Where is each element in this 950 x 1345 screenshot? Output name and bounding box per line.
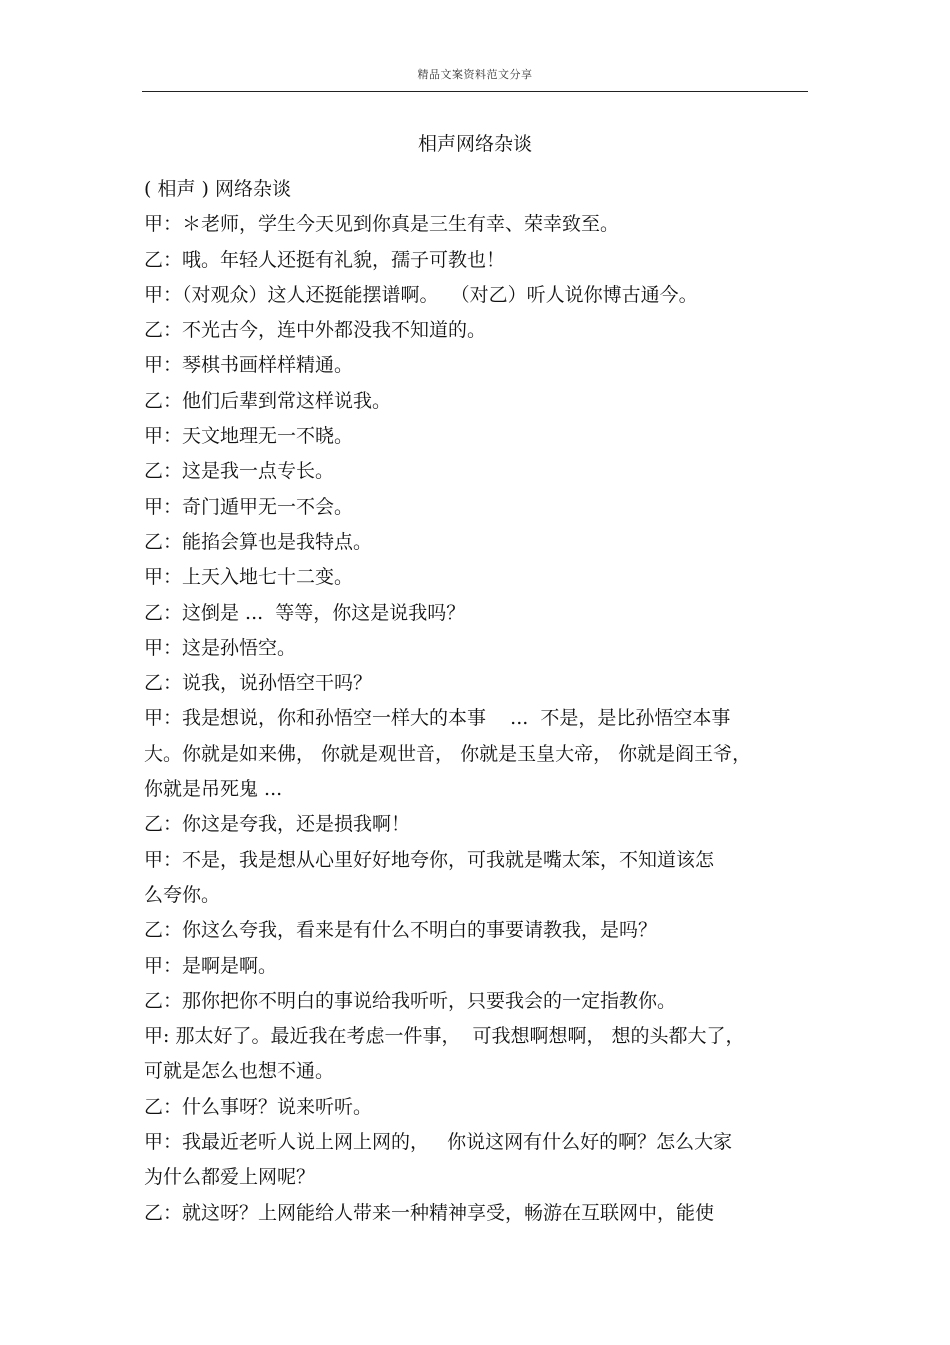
body-line: 乙：那你把你不明白的事说给我听听，只要我会的一定指教你。 bbox=[144, 989, 677, 1012]
body-line: 你就是吊死鬼 ... bbox=[144, 778, 283, 801]
body-line: 乙：说我，说孙悟空干吗？ bbox=[144, 672, 373, 695]
body-line: 乙：这是我一点专长。 bbox=[144, 460, 335, 483]
body-line: 甲：我最近老听人说上网上网的， 你说这网有什么好的啊？怎么大家 bbox=[144, 1131, 733, 1154]
body-line: 甲：这是孙悟空。 bbox=[144, 636, 297, 659]
body-line: 乙：他们后辈到常这样说我。 bbox=[144, 389, 392, 412]
body-line: 甲：＊老师，学生今天见到你真是三生有幸、荣幸致至。 bbox=[144, 213, 620, 236]
body-line: 乙：这倒是 ... 等等，你这是说我吗？ bbox=[144, 601, 466, 624]
running-header: 精品文案资料范文分享 bbox=[417, 68, 533, 81]
body-line: 乙：哦。年轻人还挺有礼貌，孺子可教也！ bbox=[144, 248, 506, 271]
body-line: 甲：我是想说，你和孙悟空一样大的本事 ... 不是，是比孙悟空本事 bbox=[144, 707, 731, 730]
body-line: 甲：琴棋书画样样精通。 bbox=[144, 354, 354, 377]
document-title: 相声网络杂谈 bbox=[417, 133, 532, 155]
body-line: 甲：上天入地七十二变。 bbox=[144, 566, 354, 589]
body-line: 么夸你。 bbox=[144, 883, 221, 906]
body-line: 乙：能掐会算也是我特点。 bbox=[144, 530, 373, 553]
body-line: 甲：是啊是啊。 bbox=[144, 954, 278, 977]
body-line: 乙：就这呀？上网能给人带来一种精神享受，畅游在互联网中，能使 bbox=[144, 1201, 715, 1224]
body-line: 大。你就是如来佛， 你就是观世音， 你就是玉皇大帝， 你就是阎王爷， bbox=[144, 742, 752, 765]
document-body bbox=[144, 172, 804, 1231]
header-divider bbox=[142, 91, 808, 92]
body-line: 甲：天文地理无一不晓。 bbox=[144, 425, 354, 448]
body-line: 可就是怎么也想不通。 bbox=[144, 1060, 335, 1083]
body-line: 乙：你这么夸我，看来是有什么不明白的事要请教我，是吗？ bbox=[144, 919, 658, 942]
body-line: 甲：不是，我是想从心里好好地夸你，可我就是嘴太笨，不知道该怎 bbox=[144, 848, 715, 871]
body-line: 甲：（对观众）这人还挺能摆谱啊。 （对乙）听人说你博古通今。 bbox=[144, 283, 698, 306]
body-line: 甲：奇门遁甲无一不会。 bbox=[144, 495, 354, 518]
body-line: 为什么都爱上网呢？ bbox=[144, 1166, 316, 1189]
body-line: 乙：你这是夸我，还是损我啊！ bbox=[144, 813, 411, 836]
body-line: 甲: 那太好了。最近我在考虑一件事， 可我想啊想啊， 想的头都大了， bbox=[144, 1025, 745, 1048]
body-line: ( 相声 ) 网络杂谈 bbox=[144, 178, 291, 200]
body-line: 乙：不光古今，连中外都没我不知道的。 bbox=[144, 319, 487, 342]
body-line: 乙：什么事呀？说来听听。 bbox=[144, 1095, 373, 1118]
